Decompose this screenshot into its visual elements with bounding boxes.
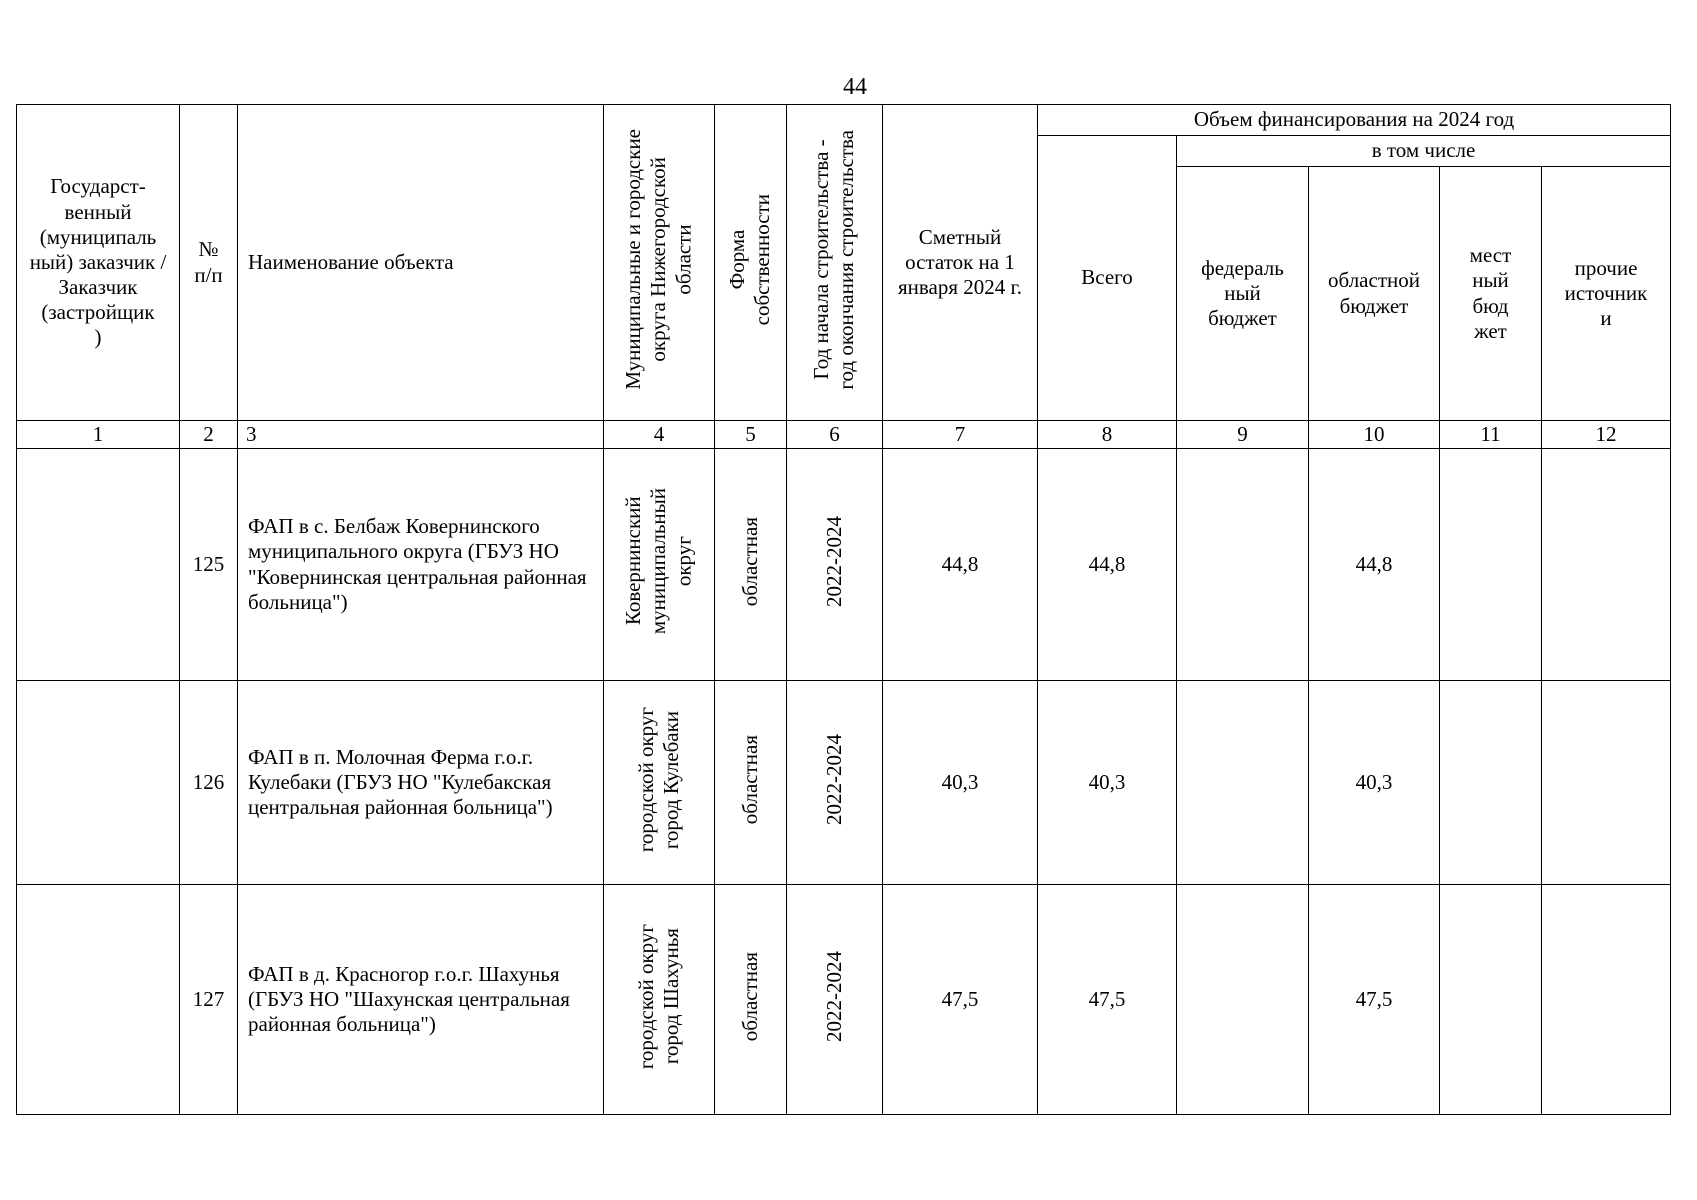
- cell-other: [1542, 885, 1671, 1115]
- cell-total: 40,3: [1038, 681, 1177, 885]
- cell-local: [1440, 681, 1542, 885]
- cell-years-label: 2022-2024: [821, 950, 846, 1042]
- cell-object-name: ФАП в п. Молочная Ферма г.о.г. Кулебаки (ГБУЗ НО "Кулебакская центральная районная больница"): [238, 681, 604, 885]
- cell-municipality: [604, 885, 715, 1115]
- header-ownership-label: Форма собственности: [725, 193, 775, 326]
- cell-object-name: ФАП в с. Белбаж Ковернинского муниципального округа (ГБУЗ НО "Ковернинская центральная районная больница"): [238, 449, 604, 681]
- cell-number: 127: [180, 885, 238, 1115]
- cell-regional: 40,3: [1309, 681, 1440, 885]
- cell-municipality-label: городской округ город Кулебаки: [633, 706, 683, 852]
- header-including: в том числе: [1177, 136, 1671, 167]
- header-number: № п/п: [180, 105, 238, 421]
- cell-regional: 47,5: [1309, 885, 1440, 1115]
- column-number: 1: [17, 421, 180, 449]
- header-other: прочие источник и: [1542, 167, 1671, 421]
- cell-object-name: ФАП в д. Красногор г.о.г. Шахунья (ГБУЗ НО "Шахунская центральная районная больница"): [238, 885, 604, 1115]
- cell-municipality-label: городской округ город Шахунья: [633, 923, 683, 1069]
- header-total: Всего: [1038, 136, 1177, 421]
- cell-years-label: 2022-2024: [821, 733, 846, 825]
- cell-years-label: 2022-2024: [821, 515, 846, 607]
- cell-municipality: [604, 681, 715, 885]
- header-ownership: [715, 105, 787, 421]
- cell-ownership: [715, 449, 787, 681]
- cell-local: [1440, 885, 1542, 1115]
- cell-municipality-label: Ковернинский муниципальный округ: [621, 488, 696, 635]
- cell-estimate: 40,3: [883, 681, 1038, 885]
- cell-federal: [1177, 681, 1309, 885]
- cell-number: 126: [180, 681, 238, 885]
- header-local: мест ный бюд жет: [1440, 167, 1542, 421]
- header-municipality: [604, 105, 715, 421]
- header-object-name: Наименование объекта: [238, 105, 604, 421]
- cell-ownership-label: областная: [737, 951, 762, 1041]
- header-regional: областной бюджет: [1309, 167, 1440, 421]
- cell-estimate: 47,5: [883, 885, 1038, 1115]
- cell-ownership-label: областная: [737, 516, 762, 606]
- cell-federal: [1177, 449, 1309, 681]
- column-number: 5: [715, 421, 787, 449]
- cell-total: 44,8: [1038, 449, 1177, 681]
- column-number: 7: [883, 421, 1038, 449]
- header-financing: Объем финансирования на 2024 год: [1038, 105, 1671, 136]
- page-number: 44: [843, 74, 867, 100]
- cell-ownership: [715, 681, 787, 885]
- cell-other: [1542, 449, 1671, 681]
- header-years: [787, 105, 883, 421]
- header-customer: Государст- венный (муниципаль ный) заказчик / Заказчик (застройщик ): [17, 105, 180, 421]
- header-federal: федераль ный бюджет: [1177, 167, 1309, 421]
- cell-customer: [17, 885, 180, 1115]
- column-number: 4: [604, 421, 715, 449]
- cell-total: 47,5: [1038, 885, 1177, 1115]
- cell-years: [787, 681, 883, 885]
- cell-federal: [1177, 885, 1309, 1115]
- column-number: 6: [787, 421, 883, 449]
- table-row: [17, 449, 1671, 681]
- header-municipality-label: Муниципальные и городские округа Нижегородской области: [621, 129, 696, 390]
- column-number: 10: [1309, 421, 1440, 449]
- header-estimate: Сметный остаток на 1 января 2024 г.: [883, 105, 1038, 421]
- column-number: 2: [180, 421, 238, 449]
- column-number: 11: [1440, 421, 1542, 449]
- cell-ownership: [715, 885, 787, 1115]
- cell-regional: 44,8: [1309, 449, 1440, 681]
- cell-customer: [17, 681, 180, 885]
- cell-years: [787, 885, 883, 1115]
- cell-estimate: 44,8: [883, 449, 1038, 681]
- column-number: 8: [1038, 421, 1177, 449]
- table-row: [17, 681, 1671, 885]
- cell-local: [1440, 449, 1542, 681]
- header-years-label: Год начала строительства - год окончания строительства: [809, 129, 859, 390]
- table-row: [17, 885, 1671, 1115]
- cell-municipality: [604, 449, 715, 681]
- column-number: 3: [238, 421, 604, 449]
- cell-ownership-label: областная: [737, 734, 762, 824]
- cell-other: [1542, 681, 1671, 885]
- cell-customer: [17, 449, 180, 681]
- construction-financing-table: [16, 104, 1671, 1115]
- cell-number: 125: [180, 449, 238, 681]
- column-number: 9: [1177, 421, 1309, 449]
- column-number-row: [17, 421, 1671, 449]
- column-number: 12: [1542, 421, 1671, 449]
- cell-years: [787, 449, 883, 681]
